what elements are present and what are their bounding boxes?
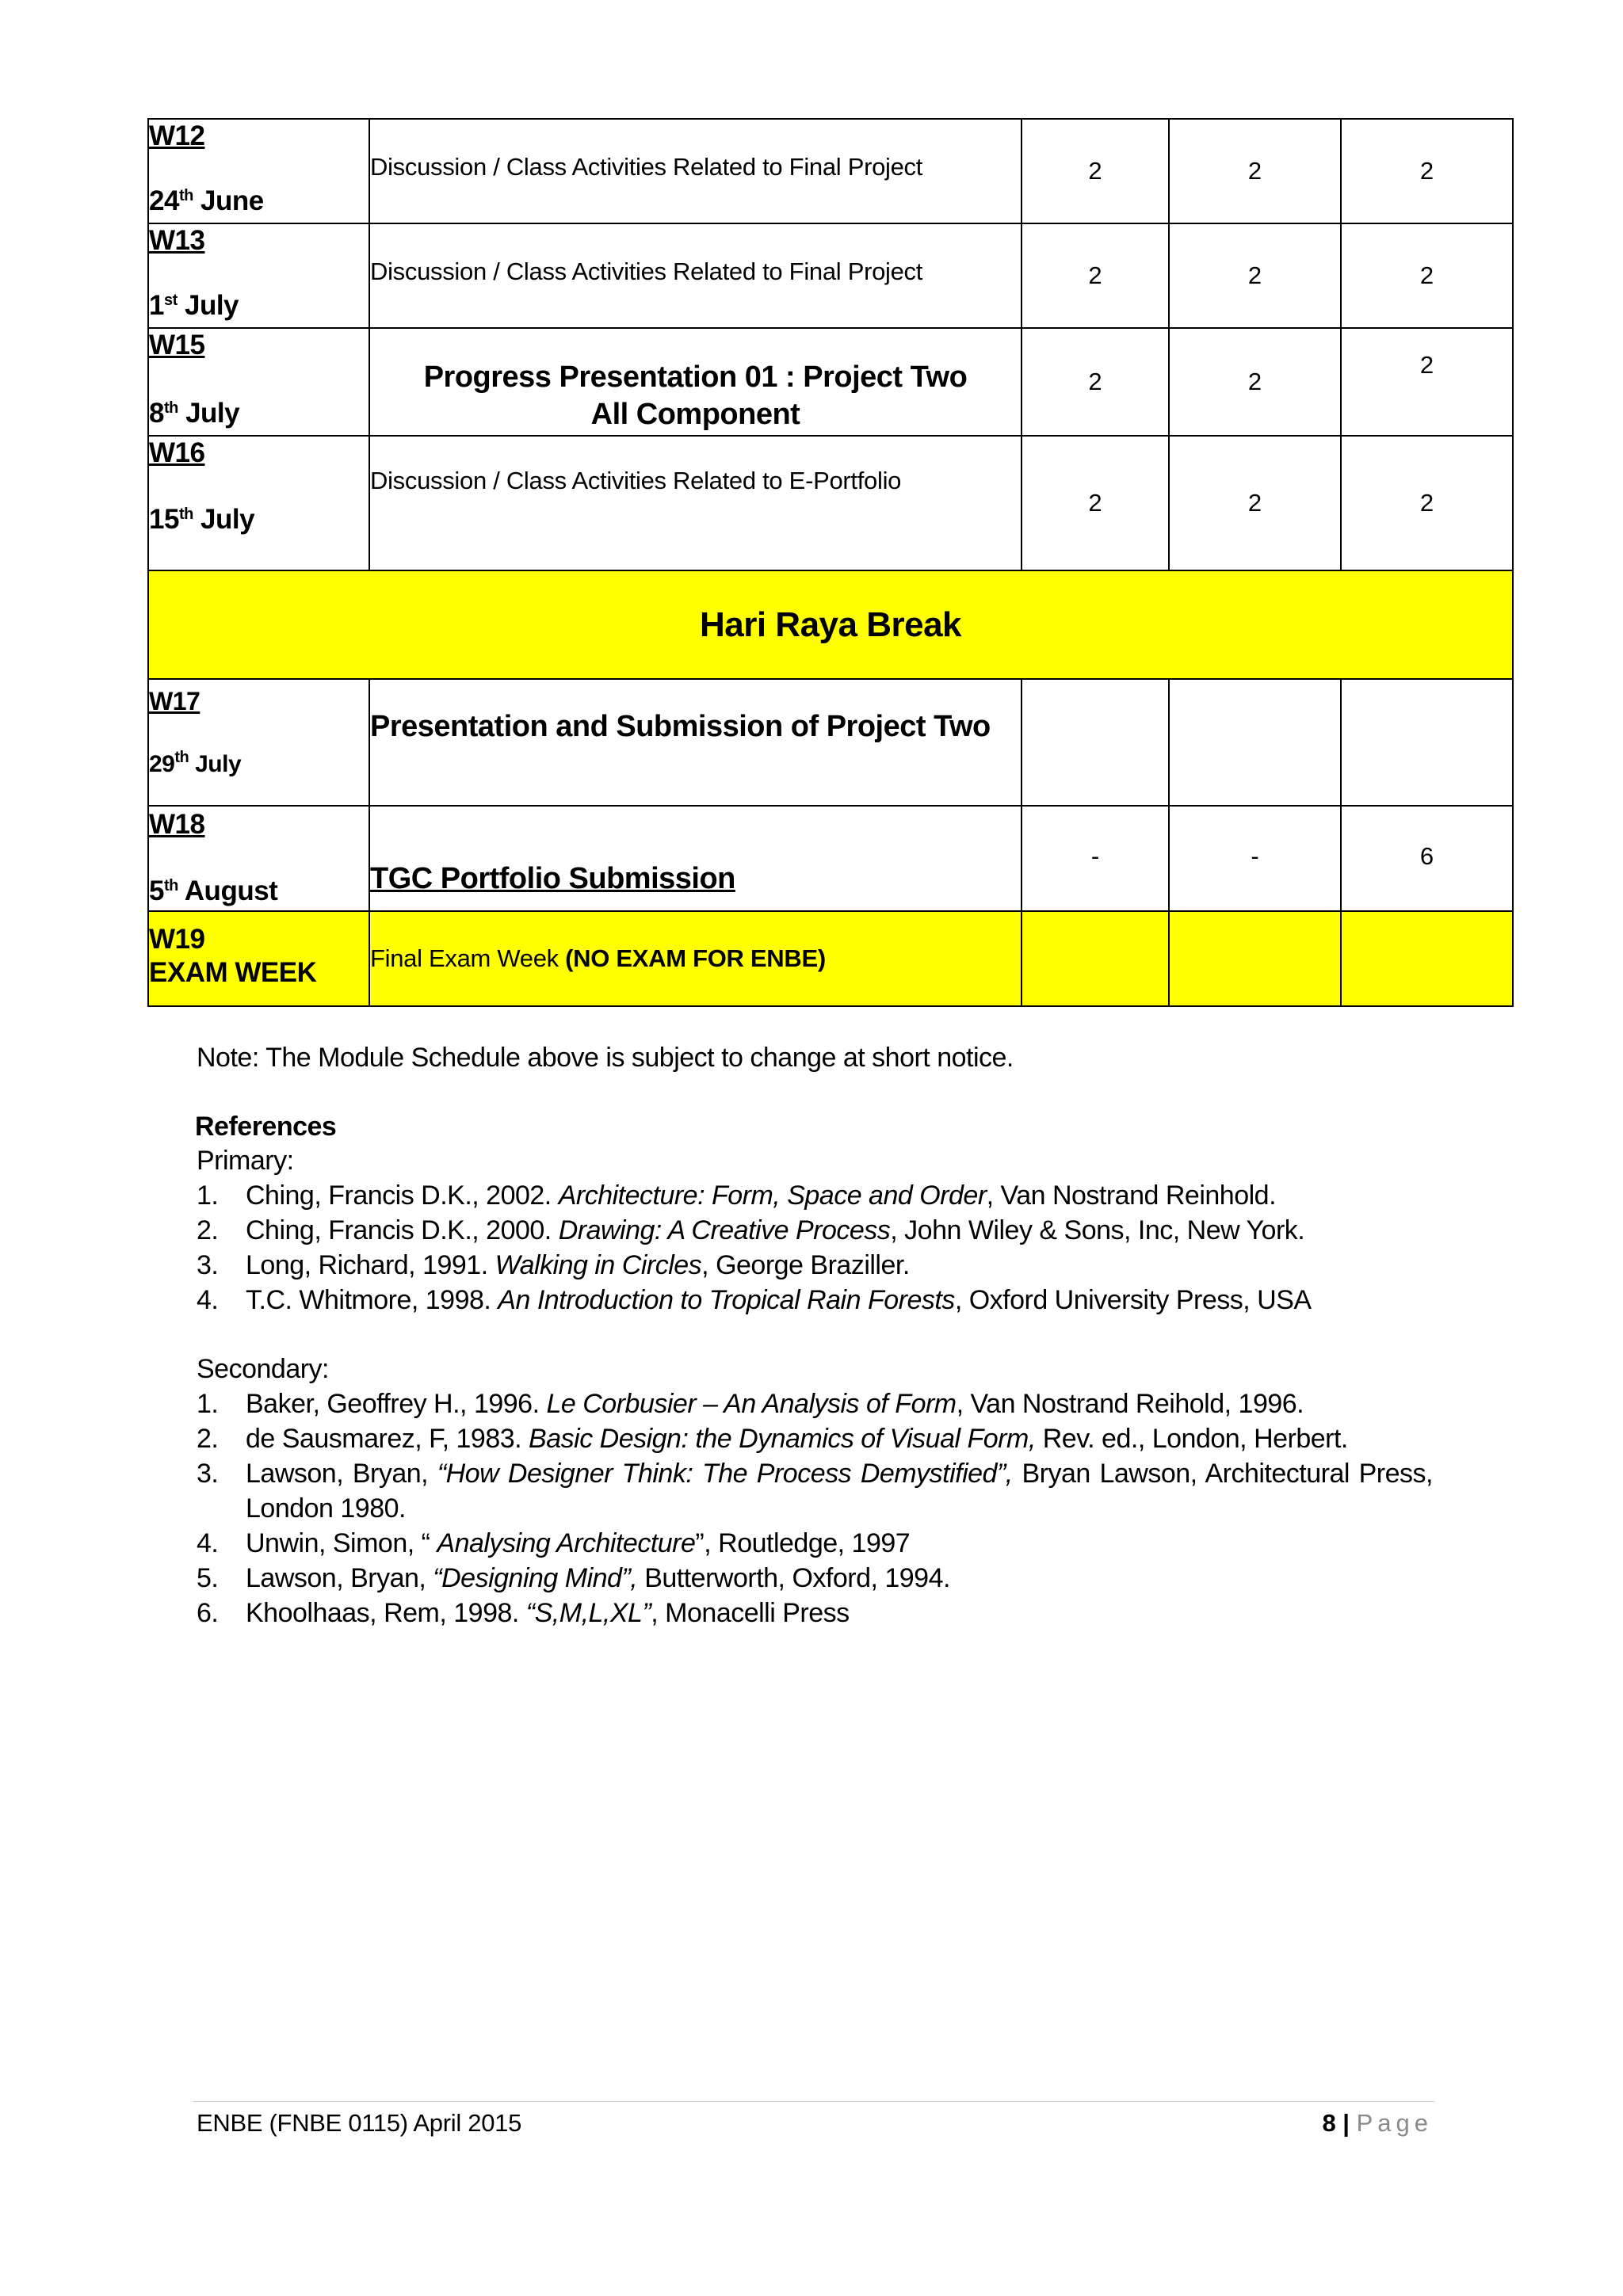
reference-item: 2. Ching, Francis D.K., 2000. Drawing: A Creative Process, John Wiley & Sons, Inc, New York. [197,1215,1305,1245]
secondary-label: Secondary: [197,1354,329,1384]
value-cell: 2 [1341,223,1513,328]
week-code: W18 [149,809,205,840]
value-cell: 6 [1341,806,1513,911]
week-cell [148,911,369,1006]
table-row [148,223,1513,328]
table-row [148,911,1513,1006]
week-code: W19 [149,924,205,955]
reference-item: 2. de Sausmarez, F, 1983. Basic Design: the Dynamics of Visual Form, Rev. ed., London, Herbert. [197,1424,1348,1454]
schedule-note: Note: The Module Schedule above is subject to change at short notice. [197,1043,1014,1073]
value-cell: 2 [1022,119,1169,223]
table-row [148,328,1513,436]
activity-cell: Discussion / Class Activities Related to Final Project [369,119,1022,223]
week-cell [148,806,369,911]
week-code: W13 [149,225,205,256]
week-cell [148,679,369,806]
activity-cell: Discussion / Class Activities Related to Final Project [369,223,1022,328]
week-cell [148,328,369,436]
week-code: W17 [149,687,200,715]
value-cell [1341,911,1513,1006]
value-cell [1169,911,1341,1006]
footer-divider [193,2101,1434,2102]
value-cell [1022,911,1169,1006]
reference-item: 5. Lawson, Bryan, “Designing Mind”, Butterworth, Oxford, 1994. [197,1563,950,1593]
week-code: W16 [149,437,205,468]
exam-week-label: EXAM WEEK [149,957,317,988]
activity-cell: Final Exam Week (NO EXAM FOR ENBE) [369,911,1022,1006]
week-date: 24th June [149,185,264,216]
value-cell [1169,679,1341,806]
activity-cell: Discussion / Class Activities Related to E-Portfolio [369,436,1022,570]
table-row [148,570,1513,679]
value-cell [1022,679,1169,806]
week-cell [148,119,369,223]
primary-references-list [197,1178,1433,1318]
activity-cell [369,328,1022,436]
week-code: W12 [149,120,205,151]
secondary-references-list [197,1386,1433,1630]
week-date: 8th July [149,398,240,429]
value-cell: 2 [1341,119,1513,223]
value-cell: - [1169,806,1341,911]
module-schedule-table [147,118,1514,1007]
week-date: 1st July [149,290,239,321]
week-date: 29th July [149,749,242,777]
table-row [148,436,1513,570]
activity-line: Progress Presentation 01 : Project Two [423,360,968,394]
week-date: 5th August [149,875,278,906]
table-row [148,679,1513,806]
value-cell: 2 [1341,328,1513,436]
reference-item: 1. Baker, Geoffrey H., 1996. Le Corbusier – An Analysis of Form, Van Nostrand Reihold, 1996. [197,1389,1304,1419]
reference-item: 4. Unwin, Simon, “ Analysing Architecture”, Routledge, 1997 [197,1528,911,1558]
reference-item: 4. T.C. Whitmore, 1998. An Introduction to Tropical Rain Forests, Oxford University Press, USA [197,1285,1312,1315]
table-row [148,119,1513,223]
value-cell: - [1022,806,1169,911]
break-banner: Hari Raya Break [148,570,1513,679]
activity-line: All Component [590,398,800,431]
value-cell: 2 [1169,328,1341,436]
week-code: W15 [149,330,205,360]
value-cell: 2 [1169,223,1341,328]
activity-cell: Presentation and Submission of Project Two [369,679,1022,806]
week-cell [148,223,369,328]
references-heading: References [195,1112,337,1142]
value-cell: 2 [1022,328,1169,436]
value-cell: 2 [1169,436,1341,570]
reference-item: 6. Khoolhaas, Rem, 1998. “S,M,L,XL”, Monacelli Press [197,1598,850,1628]
week-date: 15th July [149,504,255,535]
table-row [148,806,1513,911]
value-cell: 2 [1169,119,1341,223]
reference-item: 1. Ching, Francis D.K., 2002. Architecture: Form, Space and Order, Van Nostrand Reinhold. [197,1180,1277,1211]
footer-page-number: 8 | Page [1322,2109,1433,2137]
value-cell: 2 [1022,436,1169,570]
value-cell: 2 [1341,436,1513,570]
activity-cell: TGC Portfolio Submission [369,806,1022,911]
reference-item: 3. Lawson, Bryan, “How Designer Think: The Process Demystified”, Bryan Lawson, Architectural Press, London 1980. [197,1459,1433,1524]
reference-item: 3. Long, Richard, 1991. Walking in Circles, George Braziller. [197,1250,910,1280]
value-cell [1341,679,1513,806]
footer-course-code: ENBE (FNBE 0115) April 2015 [197,2109,522,2137]
week-cell [148,436,369,570]
primary-label: Primary: [197,1146,294,1176]
value-cell: 2 [1022,223,1169,328]
